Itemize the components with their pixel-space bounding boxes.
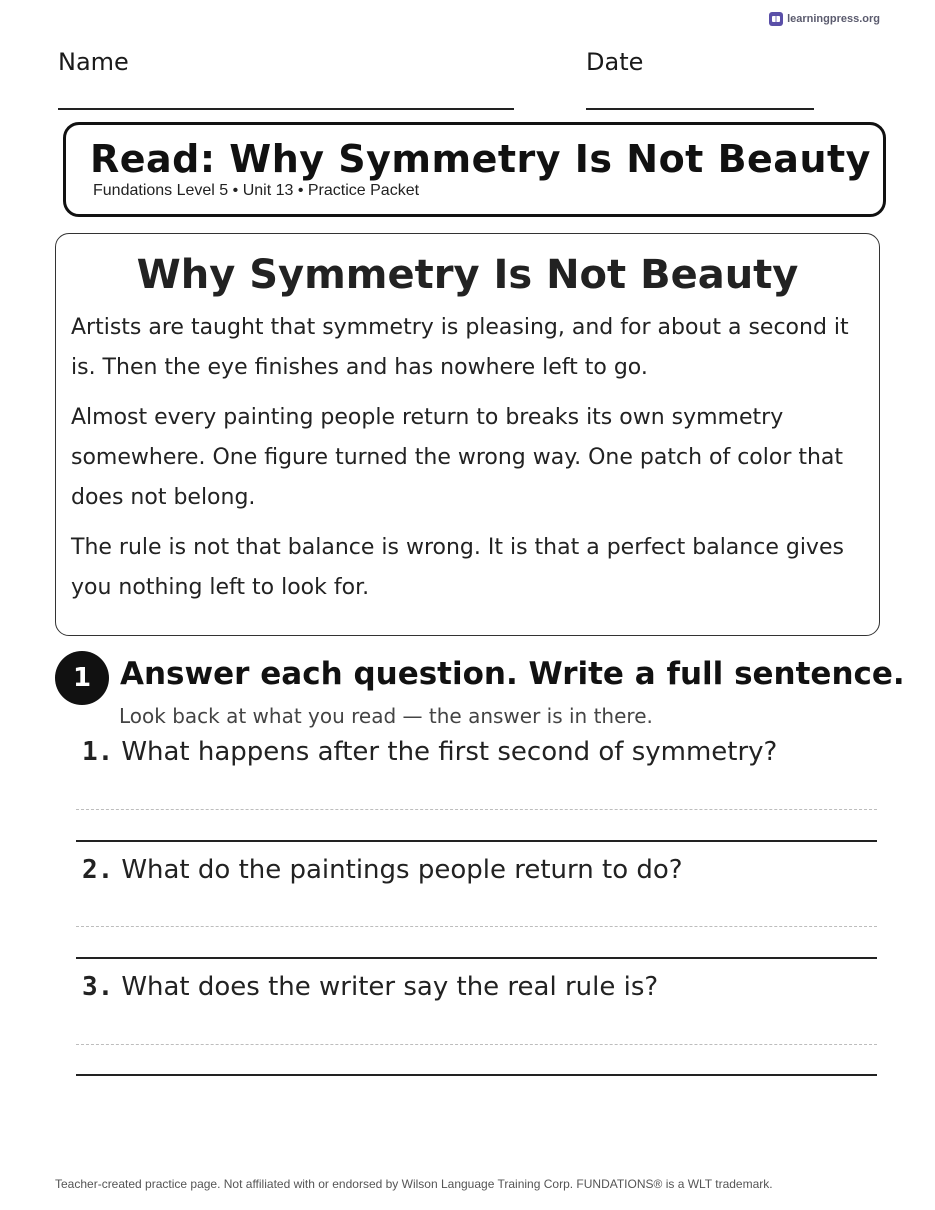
name-field-line[interactable] xyxy=(58,108,514,110)
story-body xyxy=(71,308,864,618)
question-line xyxy=(82,737,877,767)
section-number-badge: 1 xyxy=(55,651,109,705)
date-field-line[interactable] xyxy=(586,108,814,110)
brand-logo xyxy=(769,12,880,26)
story-paragraph: Artists are taught that symmetry is pleasing, and for about a second it is. Then the eye finishes and has nowhere left to go. xyxy=(71,315,849,380)
question-item xyxy=(82,972,877,1078)
question-number: 1. xyxy=(82,737,114,767)
answer-guide-line[interactable] xyxy=(76,926,877,927)
footer-disclaimer: Teacher-created practice page. Not affiliated with or endorsed by Wilson Language Training Corp. FUNDATIONS® is a WLT trademark. xyxy=(55,1177,773,1191)
page-subtitle: Fundations Level 5 • Unit 13 • Practice Packet xyxy=(93,182,420,199)
story-paragraph: Almost every painting people return to breaks its own symmetry somewhere. One figure turned the wrong way. One patch of color that does not belong. xyxy=(71,405,844,510)
question-item xyxy=(82,855,877,961)
book-icon xyxy=(769,12,783,26)
question-line xyxy=(82,855,877,885)
brand-text: learningpress.org xyxy=(787,13,880,25)
answer-guide-line[interactable] xyxy=(76,1044,877,1045)
question-text: What does the writer say the real rule is? xyxy=(121,972,659,1002)
question-item xyxy=(82,737,877,843)
question-text: What do the paintings people return to do? xyxy=(121,855,683,885)
section-hint: Look back at what you read — the answer is in there. xyxy=(119,704,653,728)
answer-baseline[interactable] xyxy=(76,840,877,842)
question-line xyxy=(82,972,877,1002)
page-title: Read: Why Symmetry Is Not Beauty xyxy=(90,137,871,181)
story-title: Why Symmetry Is Not Beauty xyxy=(136,252,799,298)
name-label: Name xyxy=(58,48,129,76)
question-text: What happens after the first second of symmetry? xyxy=(121,737,778,767)
story-paragraph: The rule is not that balance is wrong. It is that a perfect balance gives you nothing left to look for. xyxy=(71,535,844,600)
question-number: 3. xyxy=(82,972,114,1002)
answer-baseline[interactable] xyxy=(76,1074,877,1076)
story-box xyxy=(55,233,880,636)
section-title: Answer each question. Write a full sentence. xyxy=(120,656,905,692)
answer-baseline[interactable] xyxy=(76,957,877,959)
question-number: 2. xyxy=(82,855,114,885)
title-box xyxy=(63,122,886,217)
answer-guide-line[interactable] xyxy=(76,809,877,810)
date-label: Date xyxy=(586,48,644,76)
